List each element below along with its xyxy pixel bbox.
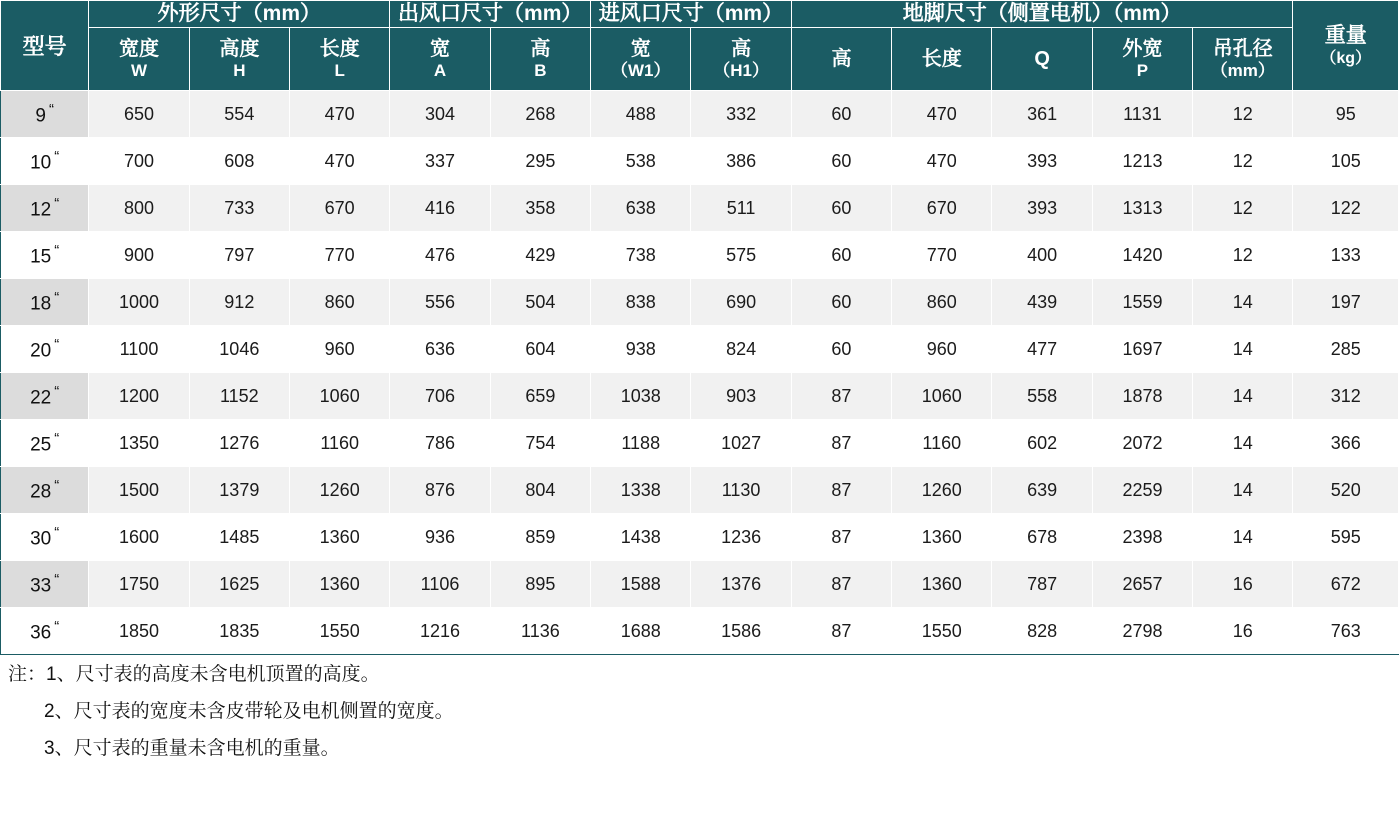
cell-value: 429 (490, 232, 590, 279)
subheader-outlet-height-b (490, 28, 590, 91)
cell-value: 268 (490, 91, 590, 138)
cell-value: 1236 (691, 514, 791, 561)
cell-value: 105 (1293, 138, 1399, 185)
cell-value: 1360 (892, 561, 992, 608)
cell-value: 763 (1293, 608, 1399, 655)
cell-value: 14 (1193, 514, 1293, 561)
subheader-line1: 长度 (319, 38, 360, 61)
subheader-foot-length (892, 28, 992, 91)
subheader-line1: 宽 (630, 38, 651, 61)
cell-value: 602 (992, 420, 1092, 467)
cell-value: 60 (791, 138, 891, 185)
cell-value: 1060 (892, 373, 992, 420)
subheader-foot-outer-width-p (1092, 28, 1192, 91)
table-row (1, 420, 1399, 467)
header-weight (1293, 1, 1399, 91)
cell-value: 1586 (691, 608, 791, 655)
cell-value: 87 (791, 608, 891, 655)
cell-value: 520 (1293, 467, 1399, 514)
subheader-width-w (89, 28, 189, 91)
model-value: 36 (30, 622, 52, 644)
cell-value: 14 (1193, 467, 1293, 514)
cell-value: 470 (892, 138, 992, 185)
cell-value: 608 (189, 138, 289, 185)
model-inch-mark: “ (54, 430, 60, 448)
cell-value: 16 (1193, 608, 1293, 655)
cell-value: 800 (89, 185, 189, 232)
table-row (1, 279, 1399, 326)
subheader-line1: 高度 (219, 38, 260, 61)
cell-value: 439 (992, 279, 1092, 326)
cell-value: 787 (992, 561, 1092, 608)
cell-value: 60 (791, 185, 891, 232)
table-row (1, 467, 1399, 514)
cell-value: 797 (189, 232, 289, 279)
table-row (1, 608, 1399, 655)
cell-model (1, 608, 89, 655)
cell-value: 1260 (290, 467, 390, 514)
cell-value: 556 (390, 279, 490, 326)
cell-value: 14 (1193, 420, 1293, 467)
cell-value: 87 (791, 373, 891, 420)
table-row (1, 138, 1399, 185)
cell-value: 12 (1193, 138, 1293, 185)
cell-value: 936 (390, 514, 490, 561)
cell-value: 87 (791, 420, 891, 467)
cell-value: 16 (1193, 561, 1293, 608)
cell-value: 2798 (1092, 608, 1192, 655)
model-inch-mark: “ (54, 383, 60, 401)
cell-value: 470 (892, 91, 992, 138)
cell-value: 304 (390, 91, 490, 138)
cell-value: 87 (791, 514, 891, 561)
model-inch-mark: “ (54, 618, 60, 636)
model-value: 22 (30, 387, 52, 409)
cell-value: 738 (591, 232, 691, 279)
subheader-line1: 高 (831, 48, 852, 71)
cell-value: 1688 (591, 608, 691, 655)
cell-model (1, 185, 89, 232)
subheader-line1: 高 (731, 38, 752, 61)
subheader-line2: H (233, 61, 246, 81)
cell-value: 1379 (189, 467, 289, 514)
cell-value: 1060 (290, 373, 390, 420)
cell-value: 1438 (591, 514, 691, 561)
subheader-line2: （mm） (1210, 61, 1275, 81)
cell-value: 295 (490, 138, 590, 185)
cell-model (1, 514, 89, 561)
subheader-line1: 长度 (921, 48, 962, 71)
cell-value: 678 (992, 514, 1092, 561)
cell-value: 876 (390, 467, 490, 514)
subheader-foot-q (992, 28, 1092, 91)
cell-value: 1260 (892, 467, 992, 514)
cell-value: 1106 (390, 561, 490, 608)
subheader-inlet-width-w1 (591, 28, 691, 91)
subheader-height-h (189, 28, 289, 91)
model-value: 9 (35, 105, 46, 127)
cell-value: 558 (992, 373, 1092, 420)
cell-value: 860 (290, 279, 390, 326)
table-row (1, 561, 1399, 608)
subheader-line2: L (334, 61, 345, 81)
cell-value: 87 (791, 561, 891, 608)
cell-value: 604 (490, 326, 590, 373)
cell-value: 638 (591, 185, 691, 232)
cell-value: 337 (390, 138, 490, 185)
cell-model (1, 232, 89, 279)
cell-value: 60 (791, 91, 891, 138)
subheader-line2: （H1） (713, 61, 769, 81)
cell-value: 1360 (892, 514, 992, 561)
cell-value: 650 (89, 91, 189, 138)
cell-value: 903 (691, 373, 791, 420)
subheader-foot-height (791, 28, 891, 91)
model-inch-mark: “ (54, 524, 60, 542)
cell-value: 14 (1193, 326, 1293, 373)
subheader-line2: （W1） (610, 61, 671, 81)
cell-value: 1000 (89, 279, 189, 326)
header-sub-row (1, 28, 1399, 91)
cell-value: 1038 (591, 373, 691, 420)
cell-value: 470 (290, 138, 390, 185)
cell-value: 895 (490, 561, 590, 608)
cell-value: 938 (591, 326, 691, 373)
cell-value: 1485 (189, 514, 289, 561)
cell-value: 1200 (89, 373, 189, 420)
cell-value: 672 (1293, 561, 1399, 608)
cell-value: 595 (1293, 514, 1399, 561)
subheader-line2: W (130, 61, 147, 81)
model-inch-mark: “ (54, 242, 60, 260)
notes-block (0, 665, 1399, 758)
note-1: 注：1、尺寸表的高度未含电机顶置的高度。 (8, 664, 380, 686)
cell-value: 511 (691, 185, 791, 232)
model-inch-mark: “ (48, 101, 54, 119)
cell-value: 12 (1193, 232, 1293, 279)
cell-value: 860 (892, 279, 992, 326)
cell-value: 1160 (892, 420, 992, 467)
cell-value: 636 (390, 326, 490, 373)
cell-value: 1697 (1092, 326, 1192, 373)
cell-value: 393 (992, 185, 1092, 232)
cell-value: 470 (290, 91, 390, 138)
cell-value: 358 (490, 185, 590, 232)
subheader-line1: 高 (530, 38, 551, 61)
cell-value: 670 (290, 185, 390, 232)
cell-value: 476 (390, 232, 490, 279)
cell-value: 1188 (591, 420, 691, 467)
model-inch-mark: “ (54, 336, 60, 354)
cell-model (1, 279, 89, 326)
cell-value: 1360 (290, 514, 390, 561)
cell-value: 770 (892, 232, 992, 279)
header-weight-unit: （kg） (1320, 49, 1372, 67)
cell-value: 575 (691, 232, 791, 279)
cell-value: 504 (490, 279, 590, 326)
header-foot-dimensions: 地脚尺寸（侧置电机）（mm） (791, 1, 1293, 28)
model-value: 18 (30, 293, 52, 315)
cell-value: 122 (1293, 185, 1399, 232)
header-inlet-dimensions: 进风口尺寸（mm） (591, 1, 792, 28)
cell-value: 538 (591, 138, 691, 185)
cell-value: 1600 (89, 514, 189, 561)
cell-value: 859 (490, 514, 590, 561)
cell-value: 1130 (691, 467, 791, 514)
cell-value: 1136 (490, 608, 590, 655)
model-inch-mark: “ (54, 477, 60, 495)
cell-model (1, 326, 89, 373)
cell-model (1, 91, 89, 138)
subheader-hole-diameter (1193, 28, 1293, 91)
model-value: 30 (30, 528, 52, 550)
subheader-line1: 宽度 (118, 38, 159, 61)
subheader-line1: 吊孔径 (1212, 38, 1273, 61)
model-inch-mark: “ (54, 195, 60, 213)
cell-value: 14 (1193, 279, 1293, 326)
subheader-length-l (290, 28, 390, 91)
subheader-line2: P (1136, 61, 1149, 81)
cell-value: 733 (189, 185, 289, 232)
cell-value: 2259 (1092, 467, 1192, 514)
cell-value: 1131 (1092, 91, 1192, 138)
subheader-line1: 外宽 (1122, 38, 1163, 61)
header-model: 型号 (1, 1, 89, 91)
model-value: 12 (30, 199, 52, 221)
subheader-line2: B (534, 61, 547, 81)
model-value: 25 (30, 434, 52, 456)
cell-value: 786 (390, 420, 490, 467)
subheader-line2: A (433, 61, 447, 81)
header-weight-label: 重量 (1324, 23, 1367, 47)
cell-model (1, 138, 89, 185)
cell-value: 1360 (290, 561, 390, 608)
cell-value: 1046 (189, 326, 289, 373)
cell-model (1, 420, 89, 467)
cell-value: 133 (1293, 232, 1399, 279)
cell-value: 804 (490, 467, 590, 514)
cell-value: 1313 (1092, 185, 1192, 232)
cell-value: 332 (691, 91, 791, 138)
cell-value: 1420 (1092, 232, 1192, 279)
table-row (1, 232, 1399, 279)
cell-value: 1213 (1092, 138, 1192, 185)
model-value: 10 (30, 152, 52, 174)
cell-value: 416 (390, 185, 490, 232)
cell-value: 960 (290, 326, 390, 373)
table-row (1, 373, 1399, 420)
cell-value: 1338 (591, 467, 691, 514)
cell-value: 554 (189, 91, 289, 138)
cell-value: 1152 (189, 373, 289, 420)
cell-value: 912 (189, 279, 289, 326)
cell-value: 1878 (1092, 373, 1192, 420)
cell-value: 361 (992, 91, 1092, 138)
cell-value: 95 (1293, 91, 1399, 138)
header-overall-dimensions: 外形尺寸（mm） (89, 1, 390, 28)
cell-value: 1350 (89, 420, 189, 467)
cell-value: 285 (1293, 326, 1399, 373)
note-2: 2、尺寸表的宽度未含皮带轮及电机侧置的宽度。 (44, 701, 454, 723)
cell-value: 12 (1193, 91, 1293, 138)
cell-value: 366 (1293, 420, 1399, 467)
cell-value: 659 (490, 373, 590, 420)
table-row (1, 185, 1399, 232)
table-head (1, 1, 1399, 91)
cell-value: 14 (1193, 373, 1293, 420)
cell-value: 60 (791, 326, 891, 373)
cell-model (1, 373, 89, 420)
cell-value: 488 (591, 91, 691, 138)
cell-value: 1027 (691, 420, 791, 467)
cell-value: 2398 (1092, 514, 1192, 561)
subheader-line1: 宽 (430, 38, 451, 61)
model-value: 15 (30, 246, 52, 268)
cell-value: 1550 (892, 608, 992, 655)
cell-value: 1750 (89, 561, 189, 608)
cell-value: 639 (992, 467, 1092, 514)
model-inch-mark: “ (54, 148, 60, 166)
cell-value: 386 (691, 138, 791, 185)
model-value: 33 (30, 575, 52, 597)
cell-value: 824 (691, 326, 791, 373)
table-row (1, 326, 1399, 373)
model-inch-mark: “ (54, 571, 60, 589)
cell-value: 197 (1293, 279, 1399, 326)
table-row (1, 91, 1399, 138)
subheader-inlet-height-h1 (691, 28, 791, 91)
table-row (1, 514, 1399, 561)
cell-value: 960 (892, 326, 992, 373)
cell-value: 60 (791, 279, 891, 326)
cell-value: 1850 (89, 608, 189, 655)
cell-value: 87 (791, 467, 891, 514)
cell-value: 838 (591, 279, 691, 326)
cell-value: 400 (992, 232, 1092, 279)
header-outlet-dimensions: 出风口尺寸（mm） (390, 1, 591, 28)
cell-value: 1376 (691, 561, 791, 608)
cell-value: 670 (892, 185, 992, 232)
cell-value: 1625 (189, 561, 289, 608)
cell-value: 700 (89, 138, 189, 185)
cell-value: 1100 (89, 326, 189, 373)
note-3: 3、尺寸表的重量未含电机的重量。 (44, 738, 340, 760)
model-inch-mark: “ (54, 289, 60, 307)
cell-value: 690 (691, 279, 791, 326)
cell-value: 1500 (89, 467, 189, 514)
cell-value: 1276 (189, 420, 289, 467)
cell-value: 770 (290, 232, 390, 279)
cell-value: 12 (1193, 185, 1293, 232)
cell-value: 60 (791, 232, 891, 279)
cell-value: 393 (992, 138, 1092, 185)
cell-value: 828 (992, 608, 1092, 655)
header-group-row (1, 1, 1399, 28)
cell-value: 312 (1293, 373, 1399, 420)
cell-value: 900 (89, 232, 189, 279)
cell-value: 2657 (1092, 561, 1192, 608)
cell-value: 754 (490, 420, 590, 467)
model-value: 20 (30, 340, 52, 362)
subheader-line1: Q (1034, 48, 1050, 71)
cell-value: 1550 (290, 608, 390, 655)
cell-value: 477 (992, 326, 1092, 373)
cell-model (1, 561, 89, 608)
table-body (1, 91, 1399, 655)
subheader-outlet-width-a (390, 28, 490, 91)
cell-value: 1835 (189, 608, 289, 655)
cell-model (1, 467, 89, 514)
cell-value: 2072 (1092, 420, 1192, 467)
model-value: 28 (30, 481, 52, 503)
cell-value: 1160 (290, 420, 390, 467)
cell-value: 706 (390, 373, 490, 420)
cell-value: 1559 (1092, 279, 1192, 326)
cell-value: 1588 (591, 561, 691, 608)
cell-value: 1216 (390, 608, 490, 655)
